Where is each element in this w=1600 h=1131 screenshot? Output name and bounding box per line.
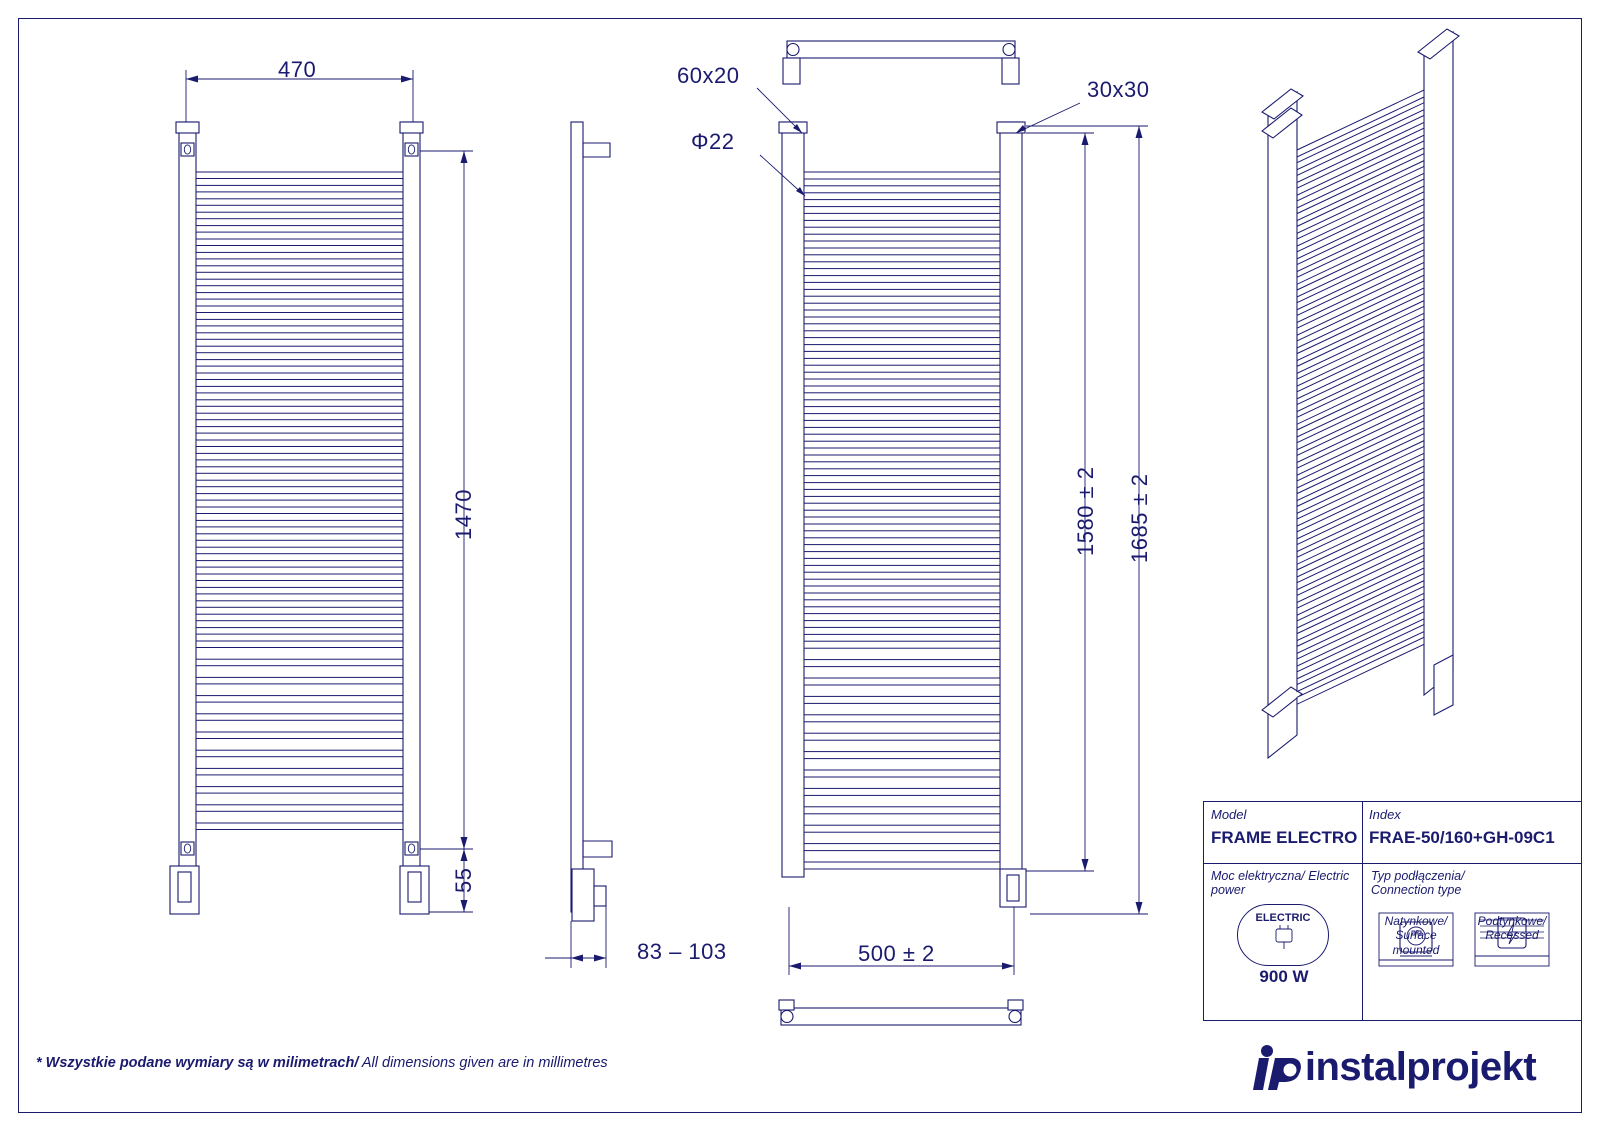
brand-logo	[1203, 1021, 1582, 1113]
mount-surface-pl: Natynkowe/	[1384, 914, 1448, 928]
legend-model-header: Model	[1211, 807, 1247, 822]
mount-recessed-en: Recessed	[1485, 928, 1539, 943]
legend-model-value: FRAME ELECTRO	[1211, 828, 1358, 847]
dim-rear-inner-height: 1580 ± 2	[1073, 466, 1098, 556]
mount-recessed-pl: Podtynkowe/	[1477, 914, 1547, 928]
recessed-icon	[1474, 912, 1550, 967]
label-profile-manifold: 60x20	[677, 63, 740, 88]
front-view	[170, 70, 473, 914]
dim-front-width: 470	[278, 57, 317, 82]
dim-bottom-offset: 55	[451, 867, 476, 893]
plug-icon	[1238, 925, 1330, 957]
electric-badge: ELECTRIC 900 W	[1237, 904, 1329, 966]
legend-power-header: Moc elektryczna/ Electric power	[1211, 869, 1350, 898]
legend-row-specs	[1204, 864, 1581, 1022]
label-profile-collector: 30x30	[1087, 77, 1150, 102]
surface-mounted-icon	[1378, 912, 1454, 967]
isometric-view	[1262, 29, 1459, 758]
brand-name: instalprojekt	[1304, 1044, 1537, 1089]
dim-front-height: 1470	[451, 489, 476, 540]
legend-index-header: Index	[1369, 807, 1401, 822]
mount-surface-en: Surface mounted	[1392, 928, 1440, 957]
legend-index-value: FRAE-50/160+GH-09C1	[1369, 828, 1555, 847]
dim-rear-total-height: 1685 ± 2	[1127, 473, 1152, 563]
legend-connection-header: Typ podłączenia/ Connection type	[1371, 869, 1465, 898]
label-tube-diameter: Φ22	[691, 129, 735, 154]
side-view	[545, 122, 612, 968]
footnote	[36, 1055, 608, 1071]
dim-rear-width: 500 ± 2	[858, 941, 935, 966]
footnote-en: All dimensions given are in millimetres	[361, 1055, 608, 1071]
ip-logo-icon	[1249, 1044, 1305, 1096]
legend-table	[1203, 801, 1582, 1021]
electric-power-value: 900 W	[1259, 967, 1309, 986]
footnote-pl: * Wszystkie podane wymiary są w milimetrach/	[36, 1055, 359, 1071]
dim-side-depth: 83 – 103	[637, 939, 727, 964]
legend-row-model	[1204, 802, 1581, 864]
